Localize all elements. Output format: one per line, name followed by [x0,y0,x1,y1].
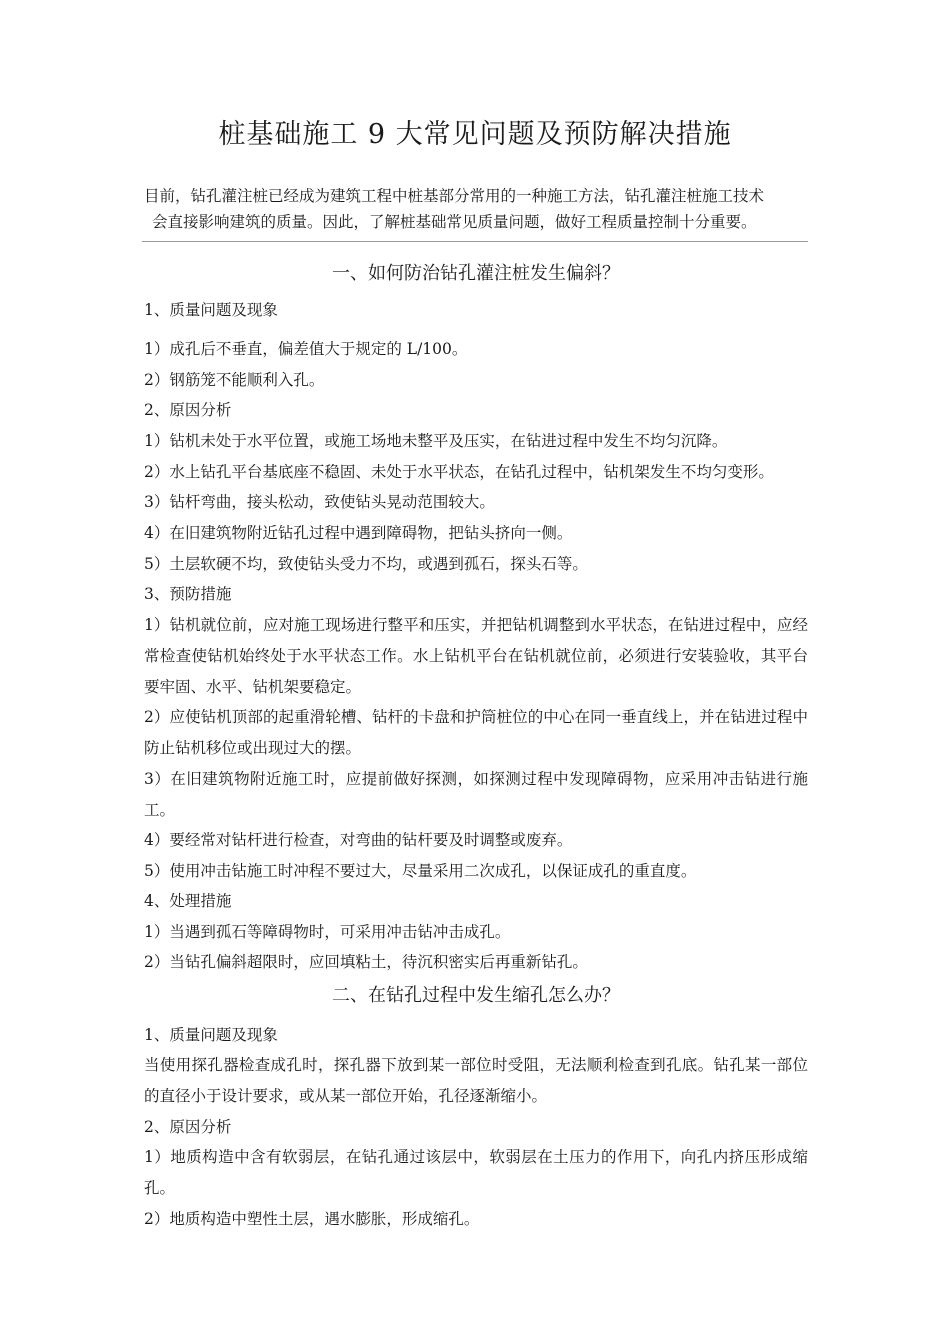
section-1-item: 3）钻杆弯曲，接头松动，致使钻头晃动范围较大。 [144,493,495,511]
section-1-item: 2）当钻孔偏斜超限时，应回填粘土，待沉积密实后再重新钻孔。 [144,953,588,971]
section-2-heading: 二、在钻孔过程中发生缩孔怎么办？ [332,985,620,1006]
section-2-paragraph: 当使用探孔器检查成孔时，探孔器下放到某一部位时受阻，无法顺利检查到孔底。钻孔某一部位的直径小于设计要求，或从某一部位开始，孔径逐渐缩小。 [144,1056,808,1105]
section-2-item: 2）地质构造中塑性土层，遇水膨胀，形成缩孔。 [144,1210,480,1228]
section-1-item: 2）钢筋笼不能顺利入孔。 [144,371,325,389]
intro-paragraph [144,183,808,235]
section-1-item: 1）钻机未处于水平位置，或施工场地未整平及压实，在钻进过程中发生不均匀沉降。 [144,432,728,450]
section-1-item: 1）成孔后不垂直，偏差值大于规定的 L/100。 [144,340,468,358]
divider-rule [142,241,808,242]
document-title: 桩基础施工 9 大常见问题及预防解决措施 [218,119,732,150]
section-1-heading: 一、如何防治钻孔灌注桩发生偏斜？ [332,263,620,284]
section-1-item: 1）当遇到孤石等障碍物时，可采用冲击钻冲击成孔。 [144,923,511,941]
section-1-item: 4）要经常对钻杆进行检查，对弯曲的钻杆要及时调整或废弃。 [144,831,573,849]
section-1-item: 4）在旧建筑物附近钻孔过程中遇到障碍物，把钻头挤向一侧。 [144,524,573,542]
section-1-paragraph: 3）在旧建筑物附近施工时，应提前做好探测，如探测过程中发现障碍物，应采用冲击钻进行施工。 [144,770,808,819]
section-1-paragraph: 2）应使钻机顶部的起重滑轮槽、钻杆的卡盘和护筒桩位的中心在同一垂直线上，并在钻进过程中防止钻机移位或出现过大的摆。 [144,708,808,757]
section-2-subheading-1: 1、质量问题及现象 [144,1026,278,1044]
section-1-item: 5）土层软硬不均，致使钻头受力不均，或遇到孤石，探头石等。 [144,555,588,573]
section-1-subheading-4: 4、处理措施 [144,892,232,910]
section-1-item: 5）使用冲击钻施工时冲程不要过大，尽量采用二次成孔，以保证成孔的重直度。 [144,862,697,880]
intro-line-1: 目前，钻孔灌注桩已经成为建筑工程中桩基部分常用的一种施工方法，钻孔灌注桩施工技术 [144,187,765,205]
section-2-subheading-2: 2、原因分析 [144,1118,232,1136]
section-1-subheading-3: 3、预防措施 [144,585,232,603]
section-1-paragraph: 1）钻机就位前，应对施工现场进行整平和压实，并把钻机调整到水平状态，在钻进过程中，应经常检查使钻机始终处于水平状态工作。水上钻机平台在钻机就位前，必须进行安装验收，其平台要牢固、水平、钻机架要稳定。 [144,616,808,696]
section-2-paragraph: 1）地质构造中含有软弱层，在钻孔通过该层中，软弱层在土压力的作用下，向孔内挤压形成缩孔。 [144,1148,808,1197]
section-1-subheading-1: 1、质量问题及现象 [144,301,278,319]
section-1-item: 2）水上钻孔平台基底座不稳固、未处于水平状态，在钻孔过程中，钻机架发生不均匀变形。 [144,463,774,481]
intro-line-2: 会直接影响建筑的质量。因此，了解桩基础常见质量问题，做好工程质量控制十分重要。 [152,213,757,231]
section-1-subheading-2: 2、原因分析 [144,401,232,419]
